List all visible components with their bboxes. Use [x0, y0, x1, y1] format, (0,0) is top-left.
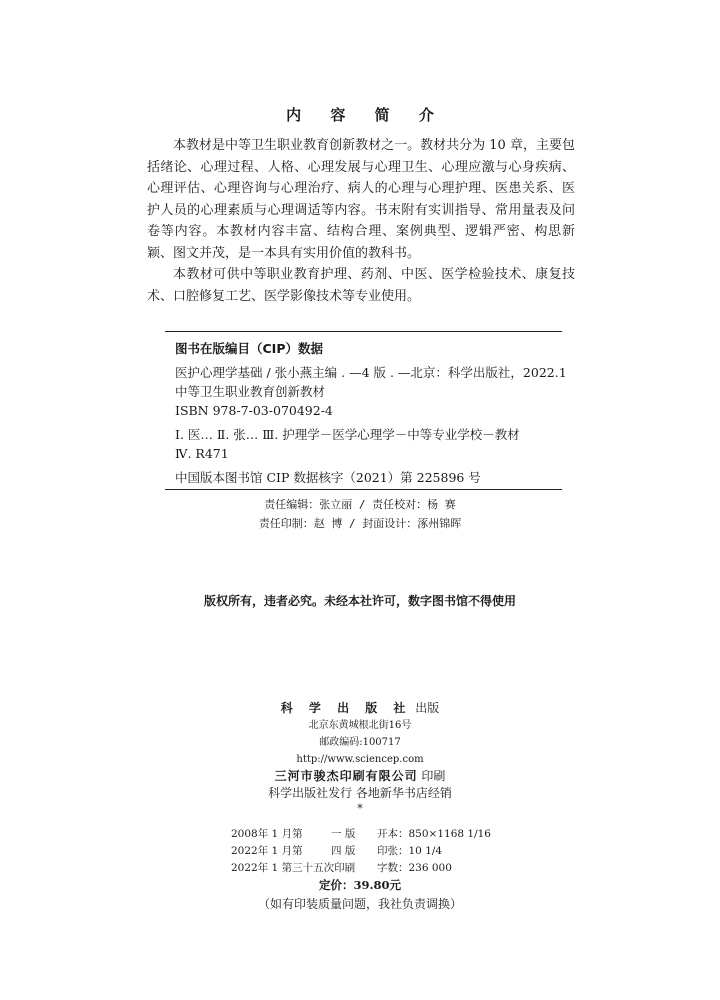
distribution-line: 科学出版社发行 各地新华书店经销 — [268, 786, 452, 800]
publisher-postcode: 邮政编码:100717 — [319, 737, 401, 748]
summary-paragraph: 本教材可供中等职业教育护理、药剂、中医、医学检验技术、康复技术、口腔修复工艺、医学影像技术等专业使用。 — [147, 267, 575, 304]
spec-date: 2008年 1 月第 — [231, 828, 303, 840]
print-specs — [231, 826, 531, 877]
spec-date: 2022年 1 第三十五次印刷 — [231, 862, 356, 874]
spec-edition: 四 版 — [331, 845, 356, 857]
staff-credits — [0, 495, 720, 533]
cip-bottom-divider — [165, 489, 562, 490]
summary-paragraph: 本教材是中等卫生职业教育创新教材之一。教材共分为 10 章，主要包括绪论、心理过程、人格、心理发展与心理卫生、心理应激与心身疾病、心理评估、心理咨询与心理治疗、病人的心理与心理护理、医患关系、医护人员的心理素质与心理调适等内容。书末附有实训指导、常用量表及问卷等内容。本教材内容丰富、结构合理、案例典型、逻辑严密、构思新颖、图文并茂，是一本具有实用价值的教科书。 — [147, 138, 575, 261]
cip-clc: Ⅳ. R471 — [175, 446, 229, 461]
publisher-url: http://www.sciencep.com — [296, 754, 424, 765]
spec-row — [231, 826, 531, 843]
spec-detail: 印张：10 1/4 — [377, 845, 443, 857]
cip-isbn: ISBN 978-7-03-070492-4 — [175, 403, 333, 418]
printer-name: 三河市骏杰印刷有限公司 — [274, 769, 418, 783]
publisher-block — [0, 700, 720, 816]
price: 定价：39.80元 — [318, 878, 401, 892]
spec-date: 2022年 1 月第 — [231, 845, 303, 857]
separator-asterisk: * — [357, 802, 363, 815]
summary-body — [147, 135, 575, 307]
staff-line: 责任编辑：张立丽 / 责任校对：杨 赛 — [264, 498, 456, 511]
cip-series: 中等卫生职业教育创新教材 — [175, 384, 326, 399]
cip-classification: Ⅰ. 医… Ⅱ. 张… Ⅲ. 护理学－医学心理学－中等专业学校－教材 — [175, 427, 520, 442]
staff-line: 责任印制：赵 博 / 封面设计：涿州锦晖 — [258, 517, 462, 530]
spec-edition: 一 版 — [331, 828, 356, 840]
summary-title: 内 容 简 介 — [286, 106, 446, 124]
spec-detail: 字数：236 000 — [377, 862, 452, 874]
spec-row — [231, 843, 531, 860]
spec-row — [231, 860, 531, 877]
copyright-notice: 版权所有，违者必究。未经本社许可，数字图书馆不得使用 — [203, 594, 516, 608]
cip-top-divider — [165, 331, 562, 332]
printer-role: 印刷 — [421, 769, 446, 783]
cip-block — [175, 339, 567, 487]
quality-notice: （如有印装质量问题，我社负责调换） — [257, 897, 462, 911]
cip-approval: 中国版本图书馆 CIP 数据核字（2021）第 225896 号 — [175, 470, 481, 485]
cip-heading: 图书在版编目（CIP）数据 — [175, 341, 323, 356]
publisher-name: 科 学 出 版 社 — [280, 701, 412, 715]
publisher-role: 出版 — [415, 701, 440, 715]
spec-detail: 开本：850×1168 1/16 — [377, 828, 491, 840]
cip-record: 医护心理学基础 / 张小燕主编 . —4 版 . —北京：科学出版社，2022.1 — [175, 365, 567, 380]
publisher-address: 北京东黄城根北街16号 — [308, 720, 412, 731]
